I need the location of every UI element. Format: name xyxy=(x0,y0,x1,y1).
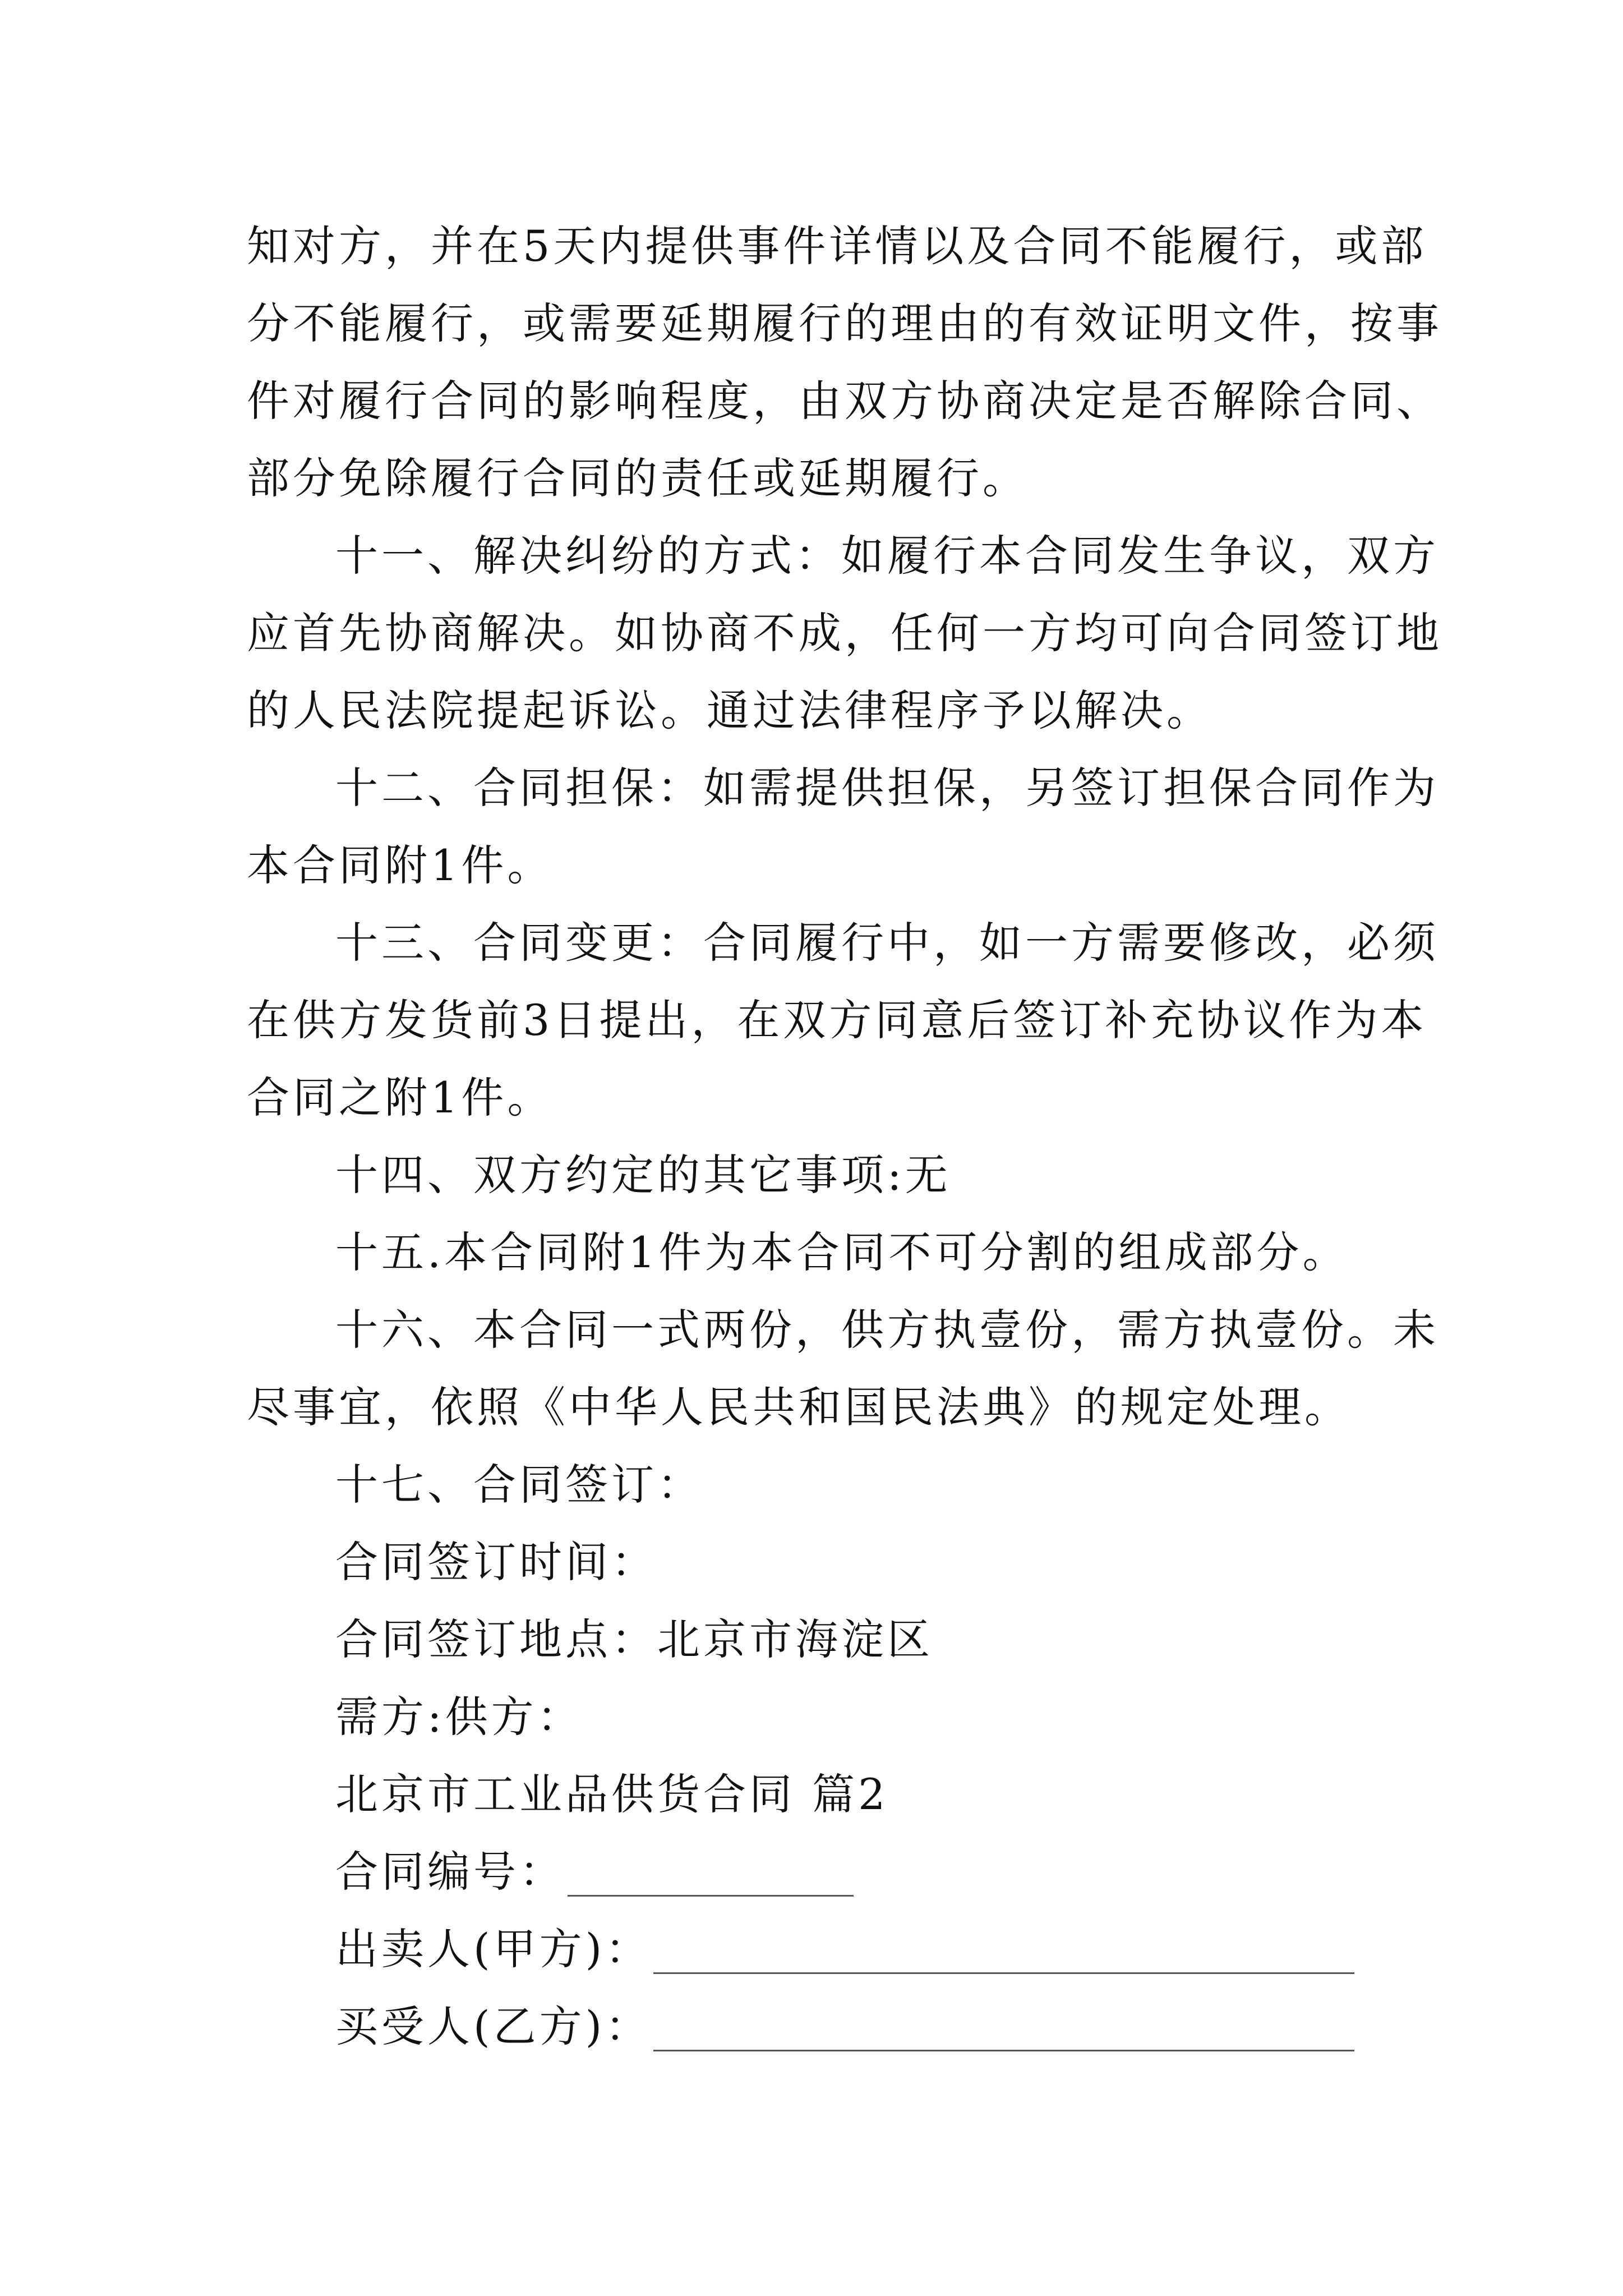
section-heading: 北京市工业品供货合同 篇2 xyxy=(335,1769,889,1819)
paragraph-line: 知对方，并在5天内提供事件详情以及合同不能履行，或部 xyxy=(247,221,1427,271)
paragraph-line: 的人民法院提起诉讼。通过法律程序予以解决。 xyxy=(247,685,1212,735)
seller-row xyxy=(247,1911,1413,1988)
paragraph-line: 合同之附1件。 xyxy=(247,1073,554,1122)
paragraph-line: 件对履行合同的影响程度，由双方协商决定是否解除合同、 xyxy=(247,376,1442,426)
document-body xyxy=(247,208,1442,2065)
clause-14-line: 十四、双方约定的其它事项:无 xyxy=(335,1150,951,1200)
contract-number-label: 合同编号： xyxy=(335,1847,565,1897)
buyer-row xyxy=(247,1988,1413,2065)
clause-15-line: 十五.本合同附1件为本合同不可分割的组成部分。 xyxy=(335,1227,1349,1277)
paragraph-line: 分不能履行，或需要延期履行的理由的有效证明文件，按事 xyxy=(247,298,1442,348)
paragraph-line: 在供方发货前3日提出，在双方同意后签订补充协议作为本 xyxy=(247,995,1427,1045)
seller-label: 出卖人(甲方)： xyxy=(335,1924,652,1974)
clause-12-line: 十二、合同担保：如需提供担保，另签订担保合同作为 xyxy=(335,763,1439,813)
paragraph-line: 尽事宜，依照《中华人民共和国民法典》的规定处理。 xyxy=(247,1382,1350,1432)
paragraph-line: 本合同附1件。 xyxy=(247,840,554,890)
clause-11-line: 十一、解决纠纷的方式：如履行本合同发生争议，双方 xyxy=(335,531,1439,581)
clause-13-line: 十三、合同变更：合同履行中，如一方需要修改，必须 xyxy=(335,918,1439,968)
seller-blank xyxy=(653,1932,1354,1974)
signing-place-line: 合同签订地点：北京市海淀区 xyxy=(335,1614,933,1664)
paragraph-line: 部分免除履行合同的责任或延期履行。 xyxy=(247,453,1029,503)
buyer-label: 买受人(乙方)： xyxy=(335,2001,652,2051)
buyer-blank xyxy=(653,2009,1354,2051)
clause-17-line: 十七、合同签订： xyxy=(335,1460,703,1510)
contract-number-blank xyxy=(568,1855,854,1897)
signing-time-line: 合同签订时间： xyxy=(335,1537,657,1587)
paragraph-line: 应首先协商解决。如协商不成，任何一方均可向合同签订地 xyxy=(247,608,1442,658)
contract-number-row xyxy=(247,1833,1413,1911)
parties-line: 需方:供方： xyxy=(335,1692,583,1742)
clause-16-line: 十六、本合同一式两份，供方执壹份，需方执壹份。未 xyxy=(335,1305,1439,1355)
